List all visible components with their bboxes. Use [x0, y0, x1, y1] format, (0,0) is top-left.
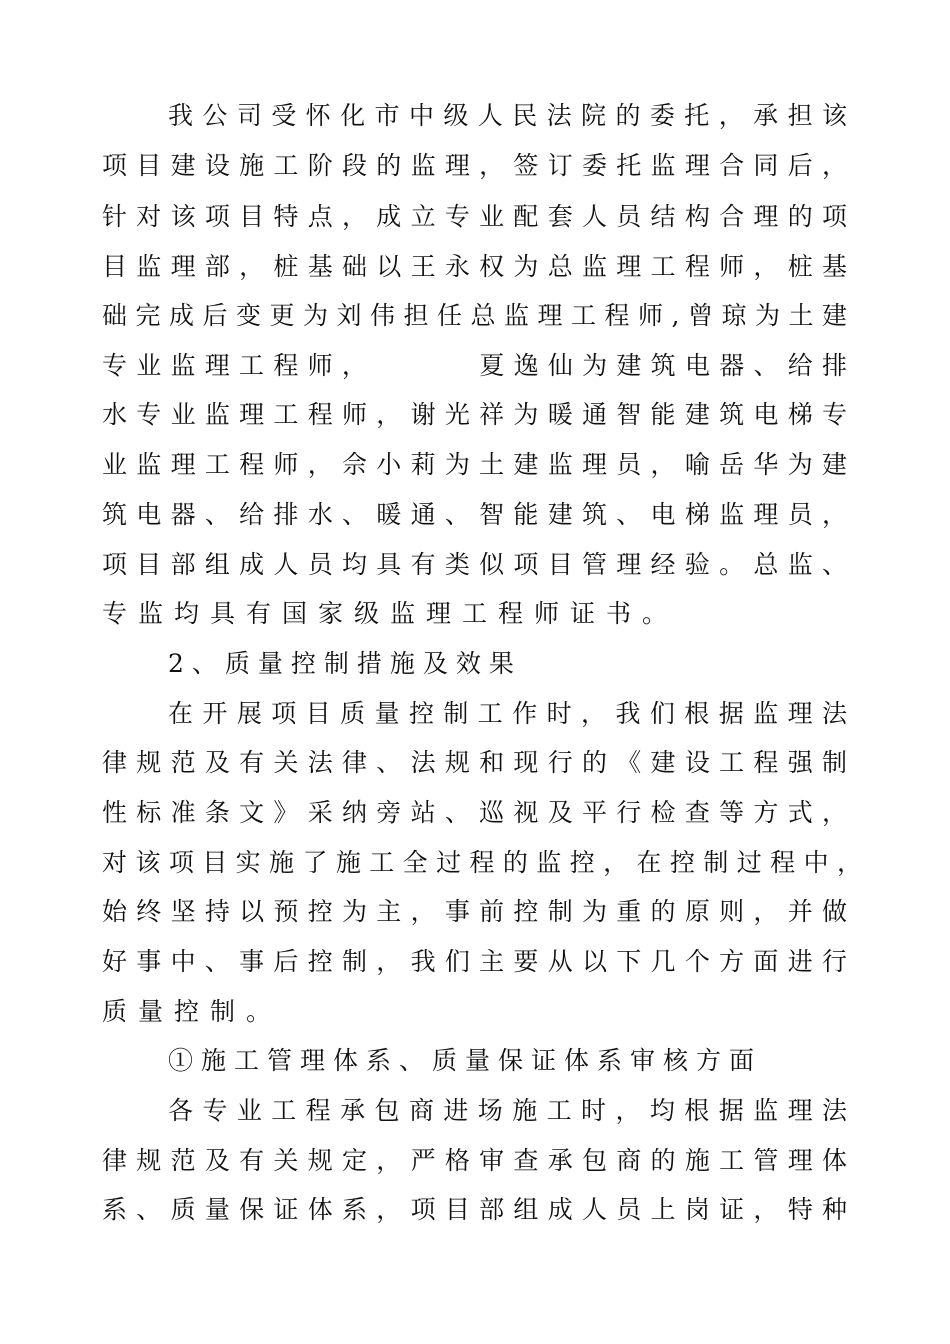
subsection-heading: ①施工管理体系、质量保证体系审核方面 — [168, 1046, 763, 1075]
paragraph-line: 律规范及有关法律、法规和现行的《建设工程强制 — [102, 748, 847, 777]
paragraph-line: 性标准条文》采纳旁站、巡视及平行检查等方式， — [102, 798, 847, 827]
paragraph-line: 目监理部，桩基础以王永权为总监理工程师，桩基 — [102, 252, 847, 281]
section-heading: 2、质量控制措施及效果 — [168, 649, 522, 678]
paragraph-line: 水专业监理工程师，谢光祥为暖通智能建筑电梯专 — [102, 400, 847, 429]
paragraph-line: 项目部组成人员均具有类似项目管理经验。总监、 — [102, 550, 847, 579]
paragraph-line: 在开展项目质量控制工作时，我们根据监理法 — [168, 699, 847, 728]
paragraph-line: 项目建设施工阶段的监理，签订委托监理合同后， — [102, 151, 847, 180]
paragraph-line: 好事中、事后控制，我们主要从以下几个方面进行 — [102, 947, 847, 976]
paragraph-line: 础完成后变更为刘伟担任总监理工程师,曾琼为土建 — [102, 301, 847, 330]
paragraph-line: 针对该项目特点，成立专业配套人员结构合理的项 — [102, 202, 847, 231]
paragraph-line: 各专业工程承包商进场施工时，均根据监理法 — [168, 1096, 847, 1125]
paragraph-line: 专业监理工程师， 夏逸仙为建筑电器、给排 — [102, 351, 847, 380]
paragraph-line: 专监均具有国家级监理工程师证书。 — [102, 599, 679, 628]
paragraph-line: 质量控制。 — [102, 997, 283, 1026]
paragraph-line: 始终坚持以预控为主，事前控制为重的原则，并做 — [102, 897, 847, 926]
paragraph-line: 业监理工程师，佘小莉为土建监理员，喻岳华为建 — [102, 450, 847, 479]
paragraph-line: 筑电器、给排水、暖通、智能建筑、电梯监理员， — [102, 500, 847, 529]
paragraph-line: 系、质量保证体系，项目部组成人员上岗证，特种 — [102, 1195, 847, 1224]
paragraph-line: 对该项目实施了施工全过程的监控，在控制过程中， — [102, 848, 862, 877]
paragraph-line: 我公司受怀化市中级人民法院的委托，承担该 — [168, 101, 847, 130]
paragraph-line: 律规范及有关规定，严格审查承包商的施工管理体 — [102, 1146, 847, 1175]
